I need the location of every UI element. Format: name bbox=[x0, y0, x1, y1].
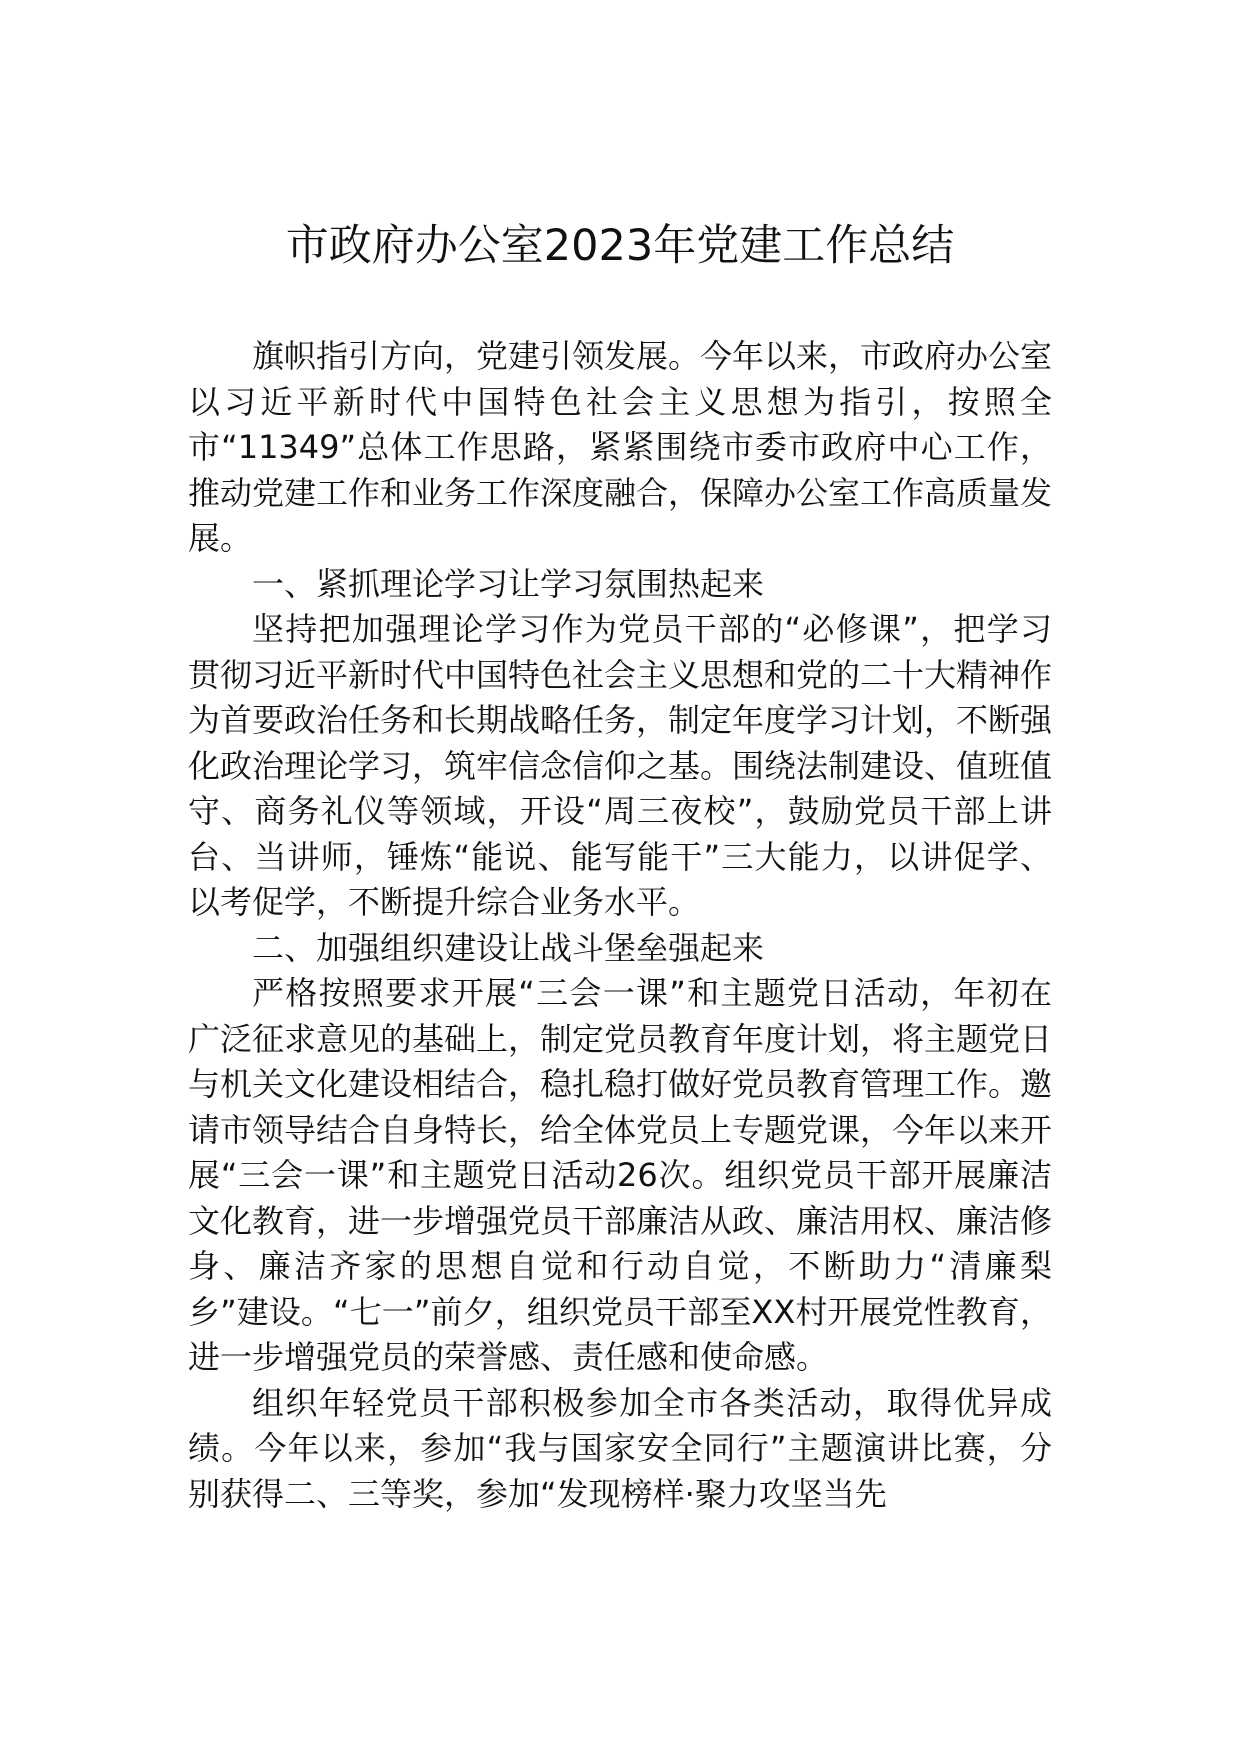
paragraph-theory-study: 坚持把加强理论学习作为党员干部的“必修课”，把学习贯彻习近平新时代中国特色社会主义思想和党的二十大精神作为首要政治任务和长期战略任务，制定年度学习计划，不断强化政治理论学习，筑牢信念信仰之基。围绕法制建设、值班值守、商务礼仪等领域，开设“周三夜校”，鼓励党员干部上讲台、当讲师，锤炼“能说、能写能干”三大能力，以讲促学、以考促学，不断提升综合业务水平。 bbox=[188, 610, 1053, 921]
document-title: 市政府办公室2023年党建工作总结 bbox=[285, 221, 955, 271]
section-heading-2: 二、加强组织建设让战斗堡垒强起来 bbox=[252, 928, 765, 967]
paragraph-youth-activities: 组织年轻党员干部积极参加全市各类活动，取得优异成绩。今年以来，参加“我与国家安全同行”主题演讲比赛，分别获得二、三等奖，参加“发现榜样·聚力攻坚当先 bbox=[188, 1383, 1052, 1513]
document-body bbox=[188, 334, 1052, 1517]
section-heading-1: 一、紧抓理论学习让学习氛围热起来 bbox=[252, 564, 765, 603]
paragraph-organization: 严格按照要求开展“三会一课”和主题党日活动，年初在广泛征求意见的基础上，制定党员教育年度计划，将主题党日与机关文化建设相结合，稳扎稳打做好党员教育管理工作。邀请市领导结合自身特长，给全体党员上专题党课，今年以来开展“三会一课”和主题党日活动26次。组织党员干部开展廉洁文化教育，进一步增强党员干部廉洁从政、廉洁用权、廉洁修身、廉洁齐家的思想自觉和行动自觉，不断助力“清廉梨乡”建设。“七一”前夕，组织党员干部至XX村开展党性教育，进一步增强党员的荣誉感、责任感和使命感。 bbox=[188, 974, 1053, 1376]
paragraph-intro: 旗帜指引方向，党建引领发展。今年以来，市政府办公室以习近平新时代中国特色社会主义思想为指引，按照全市“11349”总体工作思路，紧紧围绕市委市政府中心工作，推动党建工作和业务工作深度融合，保障办公室工作高质量发展。 bbox=[188, 337, 1053, 557]
